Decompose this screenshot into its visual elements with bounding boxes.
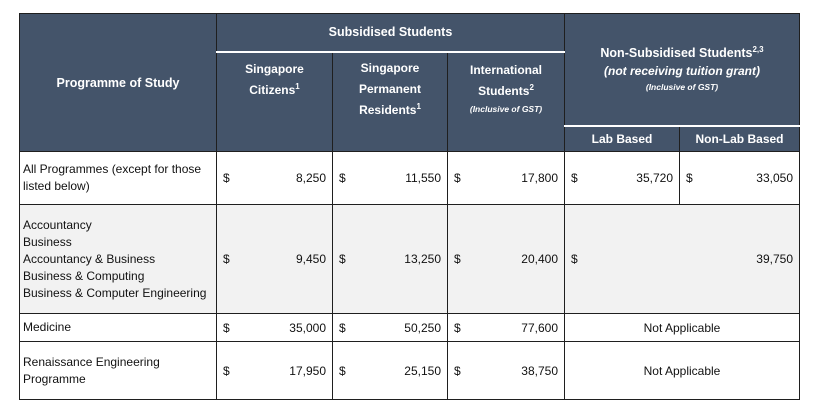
currency-symbol: $ [223,363,230,378]
fee-value: 17,950 [289,363,326,378]
not-applicable-cell [565,314,800,342]
international-gst-note: (Inclusive of GST) [469,103,543,114]
non-subsidised-gst-note: (Inclusive of GST) [645,82,719,93]
programme-line: Accountancy [23,217,92,232]
citizens-fee-cell [217,342,333,400]
fee-value: 50,250 [404,320,441,335]
programme-line: Business & Computing [23,268,145,283]
currency-symbol: $ [339,320,346,335]
pr-label-line1: Singapore [360,61,420,76]
non-subsidised-label: Non-Subsidised Students [600,46,753,61]
not-applicable-text: Not Applicable [643,363,721,378]
currency-symbol: $ [686,171,693,185]
fee-value: 39,750 [756,252,793,266]
currency-symbol: $ [571,252,578,266]
international-fee-cell [448,314,565,342]
citizens-fee-cell [217,314,333,342]
pr-fee-cell [333,205,448,314]
fee-value: 11,550 [405,171,441,185]
non-subsidised-fee-cell [565,205,800,314]
international-header [448,52,565,152]
fee-value: 17,800 [521,171,558,185]
currency-symbol: $ [339,252,346,266]
non-lab-based-header [680,126,800,152]
programme-line: Accountancy & Business [23,251,156,266]
non-lab-based-fee-cell [680,152,800,205]
currency-symbol: $ [223,252,230,266]
currency-symbol: $ [223,320,230,335]
pr-fee-cell [333,152,448,205]
programme-line: Business & Computer Engineering [23,285,207,300]
international-label-line2: Students [478,83,530,98]
non-lab-based-label: Non-Lab Based [695,131,784,146]
tuition-fees-table [19,13,800,400]
table-row [20,342,800,400]
international-fee-cell [448,205,565,314]
citizens-header [217,52,333,152]
lab-based-header [565,126,680,152]
table-row [20,152,800,205]
subsidised-students-label: Subsidised Students [328,25,453,40]
table-row [20,314,800,342]
fee-value: 77,600 [521,320,558,335]
international-footnote: 2 [529,82,534,92]
pr-label-line2: Permanent [358,82,422,97]
fee-value: 33,050 [756,171,793,185]
pr-fee-cell [333,342,448,400]
currency-symbol: $ [571,171,578,185]
programme-line: Programme [23,371,86,386]
programme-line: Business [23,234,72,249]
non-subsidised-header [565,14,800,126]
citizens-fee-cell [217,205,333,314]
programme-cell [20,152,217,205]
citizens-label-line1: Singapore [245,61,304,76]
pr-fee-cell [333,314,448,342]
fee-value: 25,150 [404,363,441,378]
currency-symbol: $ [454,252,461,266]
programme-line: listed below) [23,179,90,193]
programme-line: Renaissance Engineering [23,354,160,369]
non-subsidised-subtitle: (not receiving tuition grant) [604,64,760,79]
fee-value: 20,400 [521,252,558,266]
citizens-fee-cell [217,152,333,205]
not-applicable-cell [565,342,800,400]
international-label-line1: International [469,62,542,77]
currency-symbol: $ [454,171,461,185]
international-fee-cell [448,152,565,205]
lab-based-label: Lab Based [591,131,653,146]
currency-symbol: $ [339,363,346,378]
lab-based-fee-cell [565,152,680,205]
programme-cell [20,205,217,314]
pr-label-line3: Residents [359,103,417,118]
fee-value: 13,250 [404,252,441,266]
currency-symbol: $ [454,320,461,335]
fee-value: 35,720 [636,171,673,185]
table-row [20,205,800,314]
fee-value: 38,750 [521,363,558,378]
programme-cell [20,314,217,342]
international-fee-cell [448,342,565,400]
not-applicable-text: Not Applicable [643,320,721,335]
programme-of-study-label: Programme of Study [56,75,180,90]
citizens-label-line2: Citizens [249,82,296,97]
citizens-footnote: 1 [295,81,300,91]
currency-symbol: $ [454,363,461,378]
programme-line: Medicine [23,320,72,334]
programme-of-study-header [20,14,217,152]
currency-symbol: $ [339,171,346,185]
pr-header [333,52,448,152]
fee-value: 8,250 [295,171,326,185]
pr-footnote: 1 [416,102,421,112]
programme-cell [20,342,217,400]
programme-line: All Programmes (except for those [23,162,202,176]
currency-symbol: $ [223,171,230,185]
fee-value: 9,450 [295,252,326,266]
fee-value: 35,000 [289,320,326,335]
non-subsidised-footnote: 2,3 [752,45,764,55]
subsidised-students-header [217,14,565,52]
